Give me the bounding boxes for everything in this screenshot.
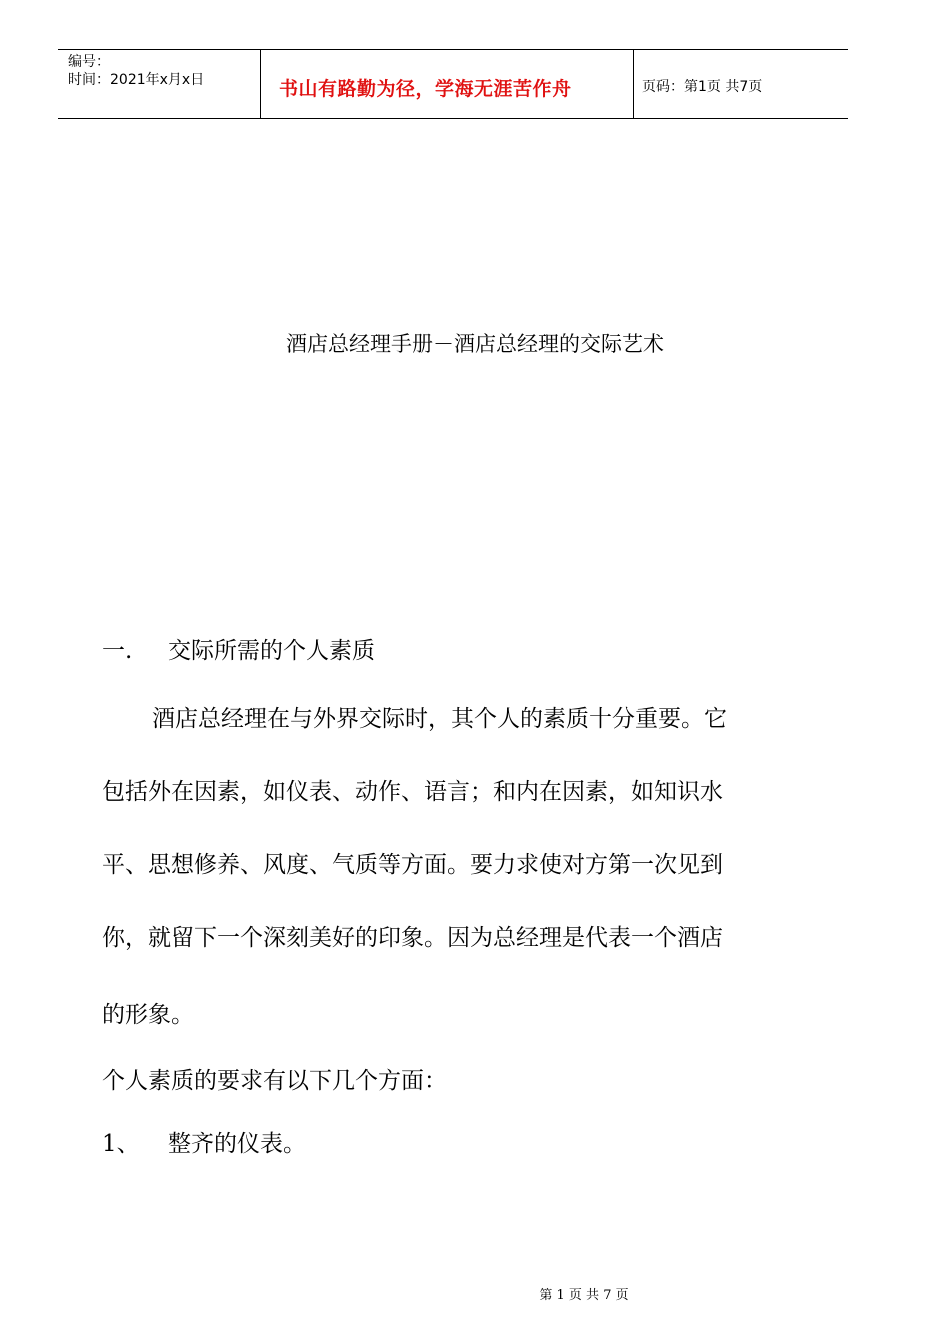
section-heading-number: 一.: [102, 638, 133, 664]
page-header: [58, 49, 848, 119]
paragraph-line: 的形象。: [102, 1002, 194, 1028]
paragraph-line: 你，就留下一个深刻美好的印象。因为总经理是代表一个酒店: [102, 925, 723, 951]
section-heading-text: 交际所需的个人素质: [168, 638, 375, 664]
paragraph-line: 包括外在因素，如仪表、动作、语言；和内在因素，如知识水: [102, 779, 723, 805]
header-meta-cell: [58, 50, 261, 118]
header-page-cell: [634, 50, 848, 118]
header-motto: 书山有路勤为径，学海无涯苦作舟: [279, 78, 572, 100]
paragraph-line: 酒店总经理在与外界交际时，其个人的素质十分重要。它: [152, 706, 727, 732]
document-title: 酒店总经理手册－酒店总经理的交际艺术: [286, 332, 664, 356]
document-time-label: 时间：2021年x月x日: [68, 72, 205, 88]
header-motto-cell: [261, 50, 634, 118]
header-page-info: 页码：第1页 共7页: [642, 79, 763, 95]
document-number-label: 编号：: [68, 54, 110, 70]
requirements-intro: 个人素质的要求有以下几个方面：: [102, 1068, 447, 1094]
paragraph-line: 平、思想修养、风度、气质等方面。要力求使对方第一次见到: [102, 852, 723, 878]
list-item-text: 整齐的仪表。: [168, 1131, 306, 1157]
list-item-number: 1、: [102, 1131, 140, 1157]
page-footer: 第 1 页 共 7 页: [539, 1288, 629, 1303]
